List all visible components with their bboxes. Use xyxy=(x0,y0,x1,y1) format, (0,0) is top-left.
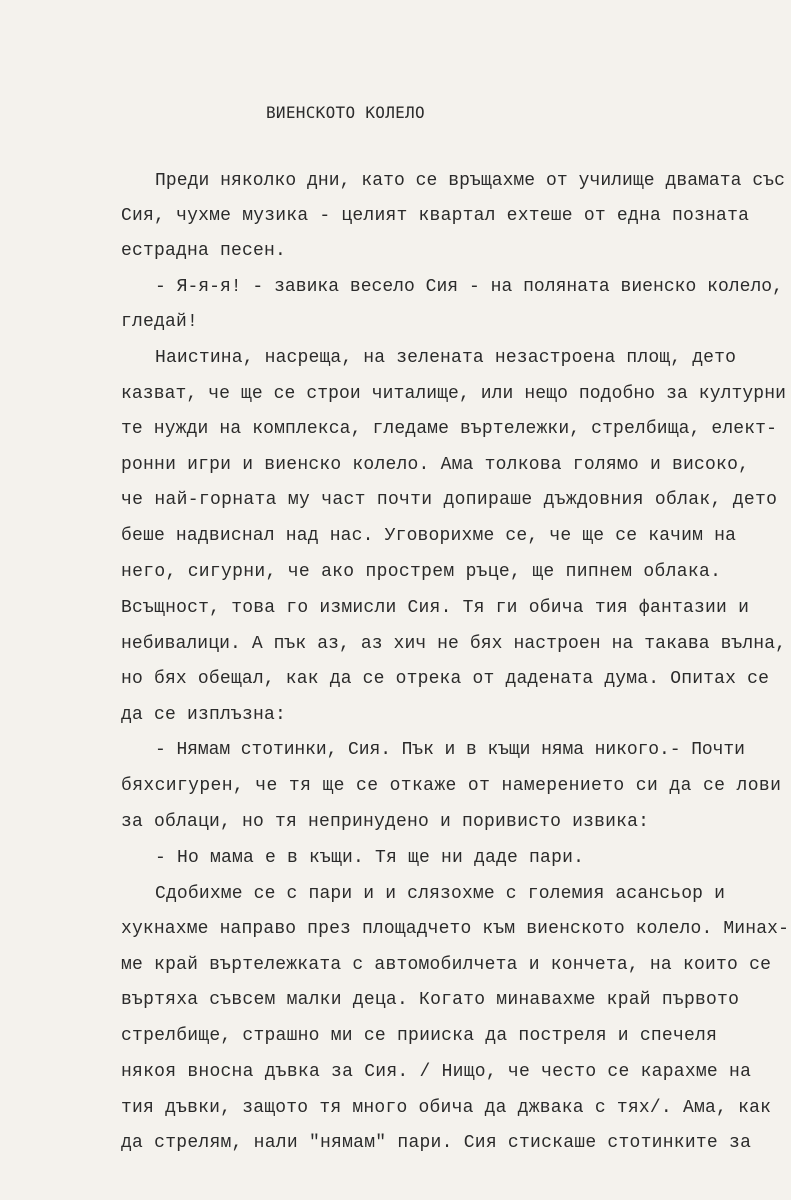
text-line: но бях обещал, как да се отрека от дадената дума. Опитах се xyxy=(121,669,769,689)
text-line: Сдобихме се с пари и и слязохме с големия асансьор и xyxy=(155,884,725,904)
text-line: Наистина, насреща, на зелената незастроена площ, дето xyxy=(155,348,736,368)
text-line: Всъщност, това го измисли Сия. Тя ги обича тия фантазии и xyxy=(121,598,749,618)
text-line: тия дъвки, защото тя много обича да джвака с тях/. Ама, как xyxy=(121,1098,771,1118)
text-line: ме край въртележката с автомобилчета и кончета, на които се xyxy=(121,955,771,975)
text-line: небивалици. А пък аз, аз хич не бях настроен на такава вълна, xyxy=(121,634,786,654)
text-line: че най-горната му част почти допираше дъждовния облак, дето xyxy=(121,490,777,510)
text-line: стрелбище, страшно ми се прииска да постреля и спечеля xyxy=(121,1026,717,1046)
text-line: Преди няколко дни, като се връщахме от училище двамата със xyxy=(155,171,785,191)
text-line: беше надвиснал над нас. Уговорихме се, че ще се качим на xyxy=(121,526,736,546)
text-line: - Но мама е в къщи. Тя ще ни даде пари. xyxy=(155,848,585,868)
text-line: да се изплъзна: xyxy=(121,705,287,725)
text-line: - Нямам стотинки, Сия. Пък и в къщи няма никого.- Почти xyxy=(155,740,745,760)
text-line: те нужди на комплекса, гледаме въртележки, стрелбища, елект- xyxy=(121,419,777,439)
text-line: някоя вносна дъвка за Сия. / Нищо, че често се карахме на xyxy=(121,1062,751,1082)
text-line: хукнахме направо през площадчето към виенското колело. Минах- xyxy=(121,919,789,939)
page-title: ВИЕНСКОТО КОЛЕЛО xyxy=(266,103,425,122)
text-line: ронни игри и виенско колело. Ама толкова голямо и високо, xyxy=(121,455,749,475)
text-line: естрадна песен. xyxy=(121,241,287,261)
text-line: въртяха съвсем малки деца. Когато минавахме край първото xyxy=(121,990,739,1010)
text-line: да стрелям, нали "нямам" пари. Сия стискаше стотинките за xyxy=(121,1133,751,1153)
text-line: бяхсигурен, че тя ще се откаже от намерението си да се лови xyxy=(121,776,781,796)
text-line: Сия, чухме музика - целият квартал ехтеше от една позната xyxy=(121,206,749,226)
text-line: казват, че ще се строи читалище, или нещо подобно за културни xyxy=(121,384,786,404)
text-line: гледай! xyxy=(121,312,199,332)
text-line: за облаци, но тя непринудено и поривисто извика: xyxy=(121,812,650,832)
text-line: него, сигурни, че ако прострем ръце, ще пипнем облака. xyxy=(121,562,721,582)
text-line: - Я-я-я! - завика весело Сия - на поляната виенско колело, xyxy=(155,277,783,297)
